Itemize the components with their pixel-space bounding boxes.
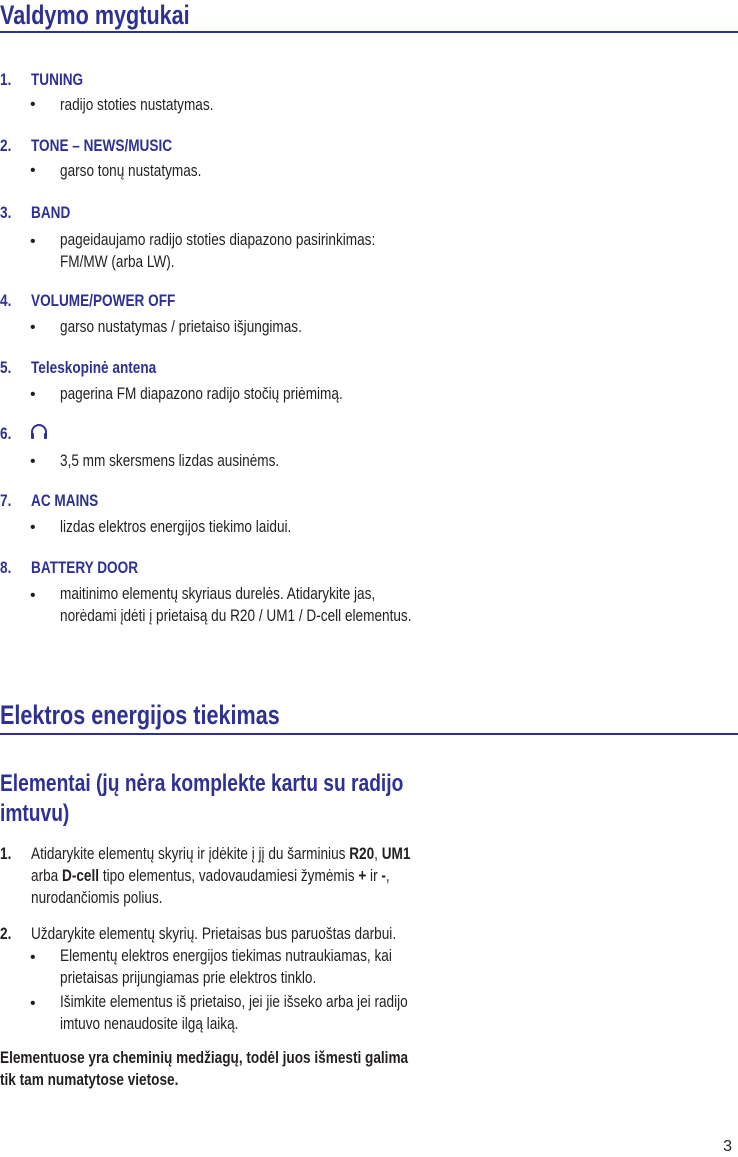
- step-text-cont: arba D-cell tipo elementus, vadovaudamiesi žymėmis + ir -,: [31, 866, 390, 885]
- headphones-icon: [30, 423, 48, 440]
- bullet-dot: •: [30, 949, 36, 966]
- section-title-power: Elektros energijos tiekimas: [0, 700, 280, 730]
- bullet-text-cont: FM/MW (arba LW).: [60, 252, 175, 271]
- item-title-battery-door: BATTERY DOOR: [31, 558, 139, 577]
- bullet-text: garso nustatymas / prietaiso išjungimas.: [60, 317, 302, 336]
- warning-note-cont: tik tam numatytose vietose.: [0, 1070, 179, 1089]
- bullet-text-cont: imtuvo nenaudosite ilgą laiką.: [60, 1014, 239, 1033]
- bullet-dot: •: [30, 386, 36, 403]
- page-number: 3: [723, 1138, 732, 1155]
- item-title-ac-mains: AC MAINS: [31, 491, 99, 510]
- item-number: 6.: [0, 424, 12, 443]
- bullet-dot: •: [30, 162, 36, 179]
- bullet-text-cont: prietaisas prijungiamas prie elektros tinklo.: [60, 968, 317, 987]
- bullet-text: Elementų elektros energijos tiekimas nutraukiamas, kai: [60, 946, 392, 965]
- item-title-antenna: Teleskopinė antena: [31, 358, 157, 377]
- bullet-text: lizdas elektros energijos tiekimo laidui.: [60, 517, 292, 536]
- bullet-text: radijo stoties nustatymas.: [60, 95, 214, 114]
- bullet-text: maitinimo elementų skyriaus durelės. Atidarykite jas,: [60, 584, 376, 603]
- bullet-text: pageidaujamo radijo stoties diapazono pasirinkimas:: [60, 230, 376, 249]
- heading-rule: [0, 733, 738, 735]
- subsection-title-cont: imtuvu): [0, 800, 70, 827]
- bullet-dot: •: [30, 587, 36, 604]
- bullet-dot: •: [30, 519, 36, 536]
- step-text-cont: nurodančiomis polius.: [31, 888, 163, 907]
- item-number: 3.: [0, 203, 12, 222]
- item-number: 8.: [0, 558, 12, 577]
- heading-rule: [0, 31, 738, 33]
- step-text: Uždarykite elementų skyrių. Prietaisas bus paruoštas darbui.: [31, 924, 397, 943]
- bullet-dot: •: [30, 453, 36, 470]
- bullet-text: Išimkite elementus iš prietaiso, jei jie išseko arba jei radijo: [60, 992, 408, 1011]
- item-title-tone: TONE – NEWS/MUSIC: [31, 136, 173, 155]
- step-number: 2.: [0, 924, 12, 943]
- bullet-dot: •: [30, 995, 36, 1012]
- section-title-controls: Valdymo mygtukai: [0, 0, 190, 30]
- bullet-text: garso tonų nustatymas.: [60, 161, 202, 180]
- warning-note: Elementuose yra cheminių medžiagų, todėl juos išmesti galima: [0, 1048, 409, 1067]
- item-title-tuning: TUNING: [31, 70, 84, 89]
- bullet-dot: •: [30, 319, 36, 336]
- subsection-title: Elementai (jų nėra komplekte kartu su radijo: [0, 770, 404, 797]
- bullet-text: 3,5 mm skersmens lizdas ausinėms.: [60, 451, 280, 470]
- item-number: 4.: [0, 291, 12, 310]
- item-number: 1.: [0, 70, 12, 89]
- bullet-text-cont: norėdami įdėti į prietaisą du R20 / UM1 / D-cell elementus.: [60, 606, 412, 625]
- item-number: 2.: [0, 136, 12, 155]
- bullet-dot: •: [30, 96, 36, 113]
- item-title-volume: VOLUME/POWER OFF: [31, 291, 176, 310]
- bullet-dot: •: [30, 233, 36, 250]
- item-number: 7.: [0, 491, 12, 510]
- step-number: 1.: [0, 844, 12, 863]
- item-number: 5.: [0, 358, 12, 377]
- item-title-band: BAND: [31, 203, 71, 222]
- bullet-text: pagerina FM diapazono radijo stočių priėmimą.: [60, 384, 343, 403]
- step-text: Atidarykite elementų skyrių ir įdėkite į jį du šarminius R20, UM1: [31, 844, 411, 863]
